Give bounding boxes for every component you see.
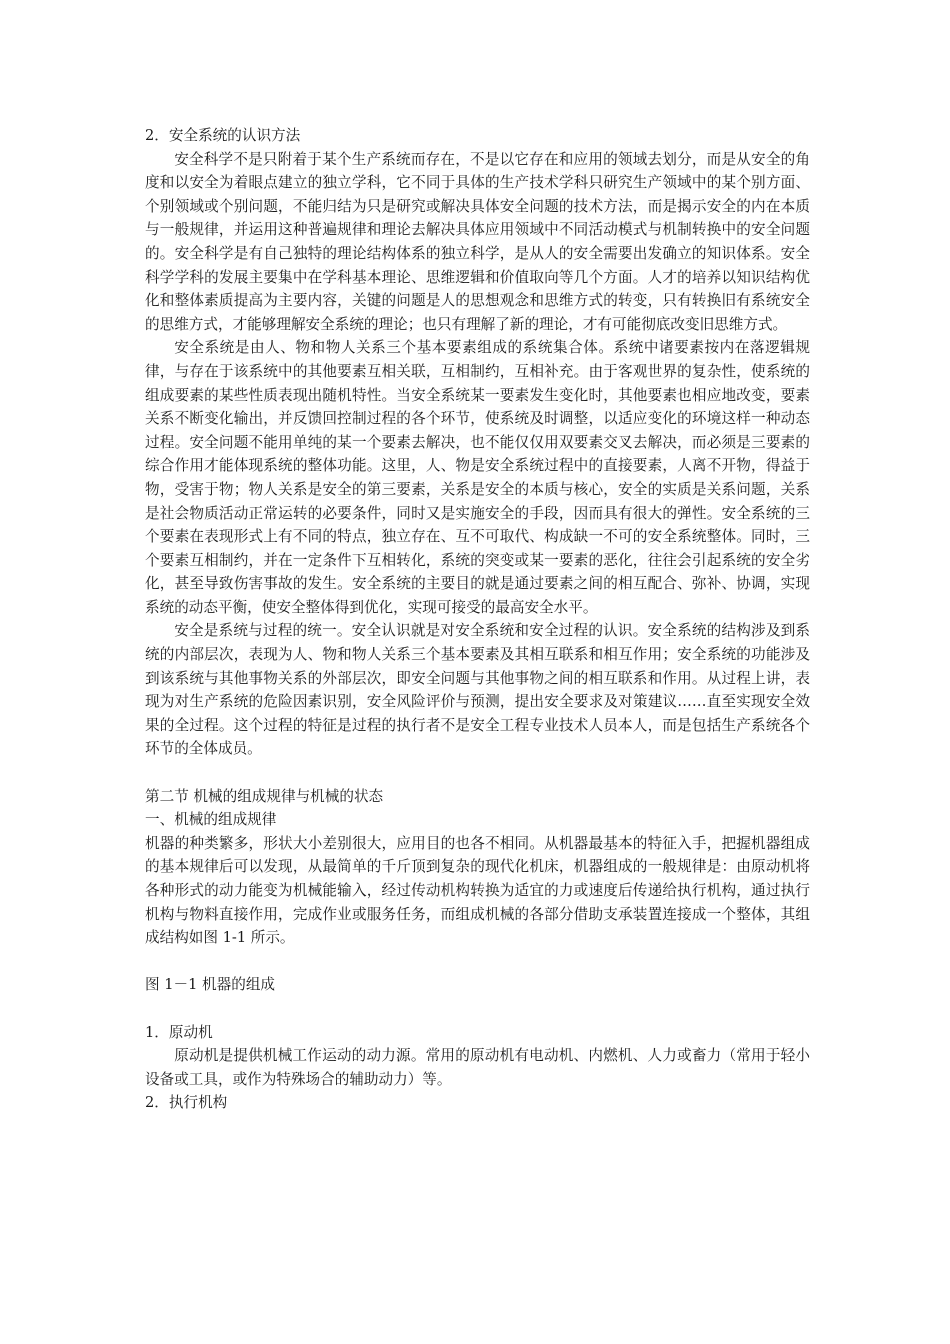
section-heading: 第二节 机械的组成规律与机械的状态 [145, 787, 384, 805]
subsection-heading-composition: 一、机械的组成规律 [145, 811, 277, 829]
figure-caption: 图 1－1 机器的组成 [145, 976, 276, 994]
paragraph-safety-system-process: 安全是系统与过程的统一。安全认识就是对安全系统和安全过程的认识。安全系统的结构涉及到系统的内部层次，表现为人、物和物人关系三个基本要素及其相互联系和相互作用；安全系统的功能涉及到该系统与其他事物关系的外部层次，即安全问题与其他事物之间的相互联系和作用。从过程上讲，表现为对生产系统的危险因素识别，安全风险评价与预测，提出安全要求及对策建议……直至实现安全效果的全过程。这个过程的特征是过程的执行者不是安全工程专业技术人员本人，而是包括生产系统各个环节的全体成员。 [145, 622, 810, 758]
spacer [145, 997, 810, 1021]
item-heading-actuator: 2．执行机构 [145, 1094, 228, 1112]
item-heading-prime-mover: 1．原动机 [145, 1023, 213, 1041]
paragraph-safety-science: 安全科学不是只附着于某个生产系统而存在，不是以它存在和应用的领域去划分，而是从安全的角度和以安全为着眼点建立的独立学科，它不同于具体的生产技术学科只研究生产领域中的某个别方面、个别领域或个别问题，不能归结为只是研究或解决具体安全问题的技术方法，而是揭示安全的内在本质与一般规律，并运用这种普遍规律和理论去解决具体应用领域中不同活动模式与机制转换中的安全问题的。安全科学是有自己独特的理论结构体系的独立科学，是从人的安全需要出发确立的知识体系。安全科学学科的发展主要集中在学科基本理论、思维逻辑和价值取向等几个方面。人才的培养以知识结构优化和整体素质提高为主要内容，关键的问题是人的思想观念和思维方式的转变，只有转换旧有系统安全的思维方式，才能够理解安全系统的理论；也只有理解了新的理论，才有可能彻底改变旧思维方式。 [145, 150, 810, 333]
paragraph-safety-system-elements: 安全系统是由人、物和物人关系三个基本要素组成的系统集合体。系统中诸要素按内在落逻辑规律，与存在于该系统中的其他要素互相关联，互相制约，互相补充。由于客观世界的复杂性，使系统的组成要素的某些性质表现出随机特性。当安全系统某一要素发生变化时，其他要素也相应地改变，要素关系不断变化输出，并反馈回控制过程的各个环节，使系统及时调整，以适应变化的环境这样一种动态过程。安全问题不能用单纯的某一个要素去解决，也不能仅仅用双要素交叉去解决，而必须是三要素的综合作用才能体现系统的整体功能。这里，人、物是安全系统过程中的直接要素，人离不开物，得益于物，受害于物；物人关系是安全的第三要素，关系是安全的本质与核心，安全的实质是关系问题，关系是社会物质活动正常运转的必要条件，同时又是实施安全的手段，因而具有很大的弹性。安全系统的三个要素在表现形式上有不同的特点，独立存在、互不可取代、构成缺一不可的安全系统整体。同时，三个要素互相制约，并在一定条件下互相转化，系统的突变或某一要素的恶化，往往会引起系统的安全劣化，甚至导致伤害事故的发生。安全系统的主要目的就是通过要素之间的相互配合、弥补、协调，实现系统的动态平衡，使安全整体得到优化，实现可接受的最高安全水平。 [145, 339, 810, 616]
spacer [145, 950, 810, 974]
subsection-heading-safety-cognition: 2．安全系统的认识方法 [145, 127, 301, 144]
spacer [145, 761, 810, 785]
paragraph-prime-mover: 原动机是提供机械工作运动的动力源。常用的原动机有电动机、内燃机、人力或畜力（常用于轻小设备或工具，或作为特殊场合的辅助动力）等。 [145, 1047, 810, 1088]
paragraph-machine-composition: 机器的种类繁多，形状大小差别很大，应用目的也各不相同。从机器最基本的特征入手，把握机器组成的基本规律后可以发现，从最简单的千斤顶到复杂的现代化机床，机器组成的一般规律是：由原动机将各种形式的动力能变为机械能输入，经过传动机构转换为适宜的力或速度后传递给执行机构，通过执行机构与物料直接作用，完成作业或服务任务，而组成机械的各部分借助支承装置连接成一个整体，其组成结构如图 1-1 所示。 [145, 834, 810, 947]
document-page [145, 124, 810, 1115]
